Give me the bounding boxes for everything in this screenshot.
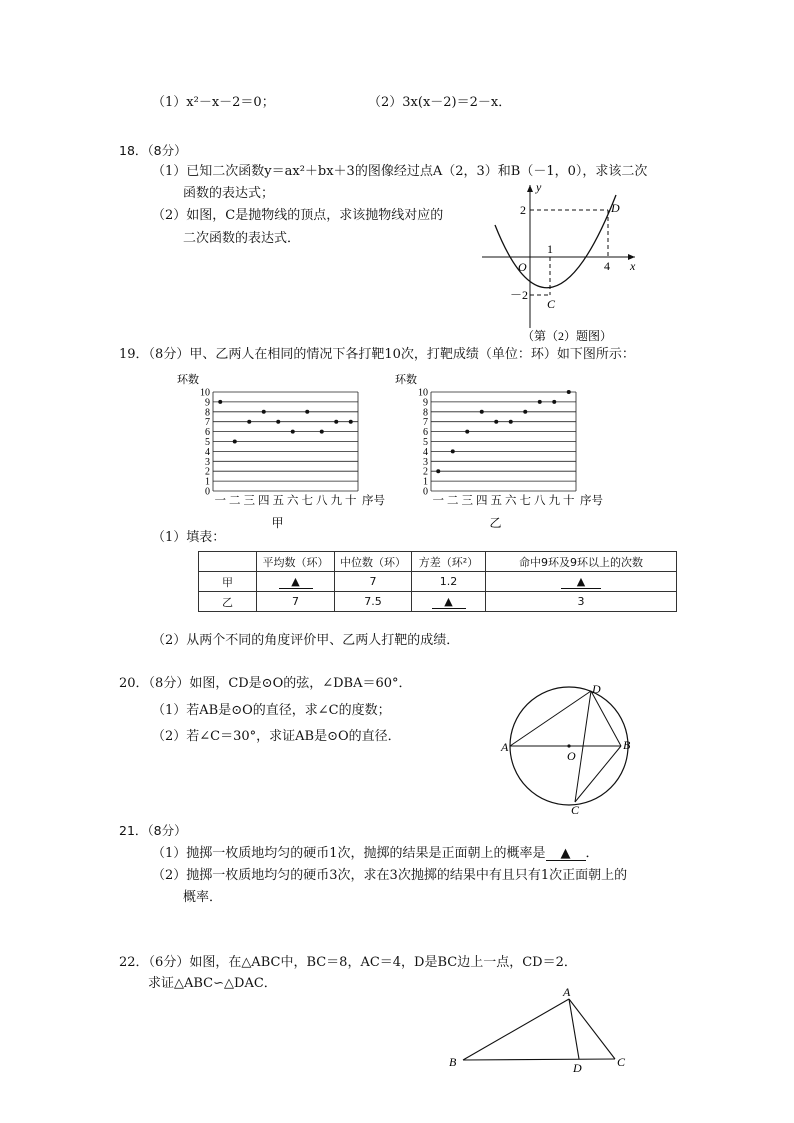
q17-part2: （2）3x(x－2)＝2－x． [368, 95, 512, 110]
fig18-tick-neg2: －2 [510, 288, 529, 302]
q18-header: 18．（8分） [119, 143, 187, 158]
score-table [198, 551, 677, 612]
fig18-point-c: C [547, 297, 556, 311]
x-tick-label: 九 [330, 495, 342, 507]
table-cell: 7 [335, 572, 412, 592]
data-point [262, 410, 266, 414]
y-tick-label: 5 [423, 437, 428, 448]
x-tick-label: 六 [287, 495, 299, 507]
y-tick-label: 0 [423, 486, 428, 498]
fig18-tick-4: 4 [604, 259, 610, 273]
chart-title: 乙 [489, 516, 502, 530]
y-tick-label: 9 [205, 397, 210, 409]
x-tick-label: 七 [519, 495, 531, 507]
y-tick-label: 9 [423, 397, 428, 409]
data-point [567, 390, 571, 394]
table-header-cell [199, 552, 257, 572]
y-tick-label: 3 [423, 456, 428, 468]
answer-blank[interactable]: ▲ [561, 575, 601, 589]
x-tick-label: 五 [490, 495, 502, 507]
q18-part1-line2: 函数的表达式； [183, 186, 275, 201]
fig22-point-c: C [617, 1055, 626, 1069]
x-tick-label: 十 [345, 495, 357, 507]
answer-blank[interactable]: ▲ [432, 595, 466, 609]
q20-part1: （1）若AB是⊙O的直径，求∠C的度数； [152, 703, 391, 718]
q21-part1 [152, 846, 599, 862]
data-point [320, 430, 324, 434]
y-tick-label: 7 [423, 417, 428, 429]
table-header-row [199, 552, 677, 572]
table-header-cell: 命中9环及9环以上的次数 [486, 552, 677, 572]
x-tick-label: 八 [316, 495, 328, 507]
table-cell: 7.5 [335, 592, 412, 612]
table-cell: 7 [257, 592, 335, 612]
axis-title-y: 环数 [177, 374, 199, 386]
table-cell: 3 [486, 592, 677, 612]
fig18-x-label: x [630, 259, 636, 273]
x-tick-label: 十 [563, 495, 575, 507]
x-tick-label: 九 [548, 495, 560, 507]
y-tick-label: 2 [423, 466, 428, 478]
x-tick-label: 四 [476, 495, 488, 507]
x-tick-label: 六 [505, 495, 517, 507]
table-row [199, 572, 677, 592]
y-tick-label: 1 [205, 476, 210, 488]
x-tick-label: 三 [243, 495, 255, 507]
answer-blank[interactable]: ▲ [546, 847, 586, 861]
axis-title-x: 序号 [362, 495, 385, 507]
x-tick-label: 八 [534, 495, 546, 507]
x-tick-label: 四 [258, 495, 270, 507]
triangle-figure [445, 985, 635, 1075]
q22-line2: 求证△ABC∽△DAC． [148, 976, 277, 991]
data-point [436, 469, 440, 473]
fig18-origin: O [518, 260, 527, 274]
data-point [552, 400, 556, 404]
chart-yi [388, 368, 618, 533]
y-tick-label: 7 [205, 417, 210, 429]
y-tick-label: 10 [200, 387, 210, 399]
y-tick-label: 1 [423, 476, 428, 488]
x-tick-label: 一 [214, 495, 226, 507]
fig18-y-label: y [536, 180, 542, 194]
x-tick-label: 二 [447, 495, 459, 507]
chart-jia [170, 368, 385, 533]
fig18-tick-2: 2 [520, 203, 526, 217]
y-tick-label: 3 [205, 456, 210, 468]
data-point [523, 410, 527, 414]
y-tick-label: 10 [418, 387, 428, 399]
table-cell: 甲 [199, 572, 257, 592]
y-tick-label: 2 [205, 466, 210, 478]
q21-part1-text: （1）抛掷一枚质地均匀的硬币1次，抛掷的结果是正面朝上的概率是 [152, 846, 546, 861]
fig20-point-d: D [592, 682, 601, 696]
q21-part1-end: ． [585, 846, 599, 861]
data-point [276, 420, 280, 424]
fig22-point-b: B [449, 1055, 457, 1069]
data-point [305, 410, 309, 414]
table-cell [257, 572, 335, 592]
x-tick-label: 三 [461, 495, 473, 507]
answer-blank[interactable]: ▲ [279, 575, 313, 589]
data-point [465, 430, 469, 434]
data-point [509, 420, 513, 424]
data-point [538, 400, 542, 404]
q17-part1: （1）x²－x－2＝0； [152, 95, 275, 110]
y-tick-label: 4 [423, 446, 428, 458]
table-header-cell: 平均数（环） [257, 552, 335, 572]
data-point [480, 410, 484, 414]
circle-figure [495, 678, 645, 818]
axis-title-x: 序号 [580, 495, 603, 507]
q19-header: 19．（8分）甲、乙两人在相同的情况下各打靶10次，打靶成绩（单位：环）如下图所示： [119, 347, 635, 362]
table-cell: 1.2 [412, 572, 486, 592]
table-row [199, 592, 677, 612]
table-cell [412, 592, 486, 612]
q22-header: 22．（6分）如图，在△ABC中，BC＝8，AC＝4，D是BC边上一点，CD＝2． [119, 955, 577, 970]
fig18-tick-1: 1 [547, 242, 553, 256]
fig18-point-d: D [611, 201, 620, 215]
fig20-point-c: C [571, 803, 580, 817]
axis-title-y: 环数 [395, 374, 417, 386]
y-tick-label: 8 [423, 407, 428, 419]
chart-title: 甲 [271, 516, 284, 530]
y-tick-label: 8 [205, 407, 210, 419]
y-tick-label: 5 [205, 437, 210, 448]
data-point [349, 420, 353, 424]
fig18-caption: （第（2）题图） [522, 329, 613, 343]
q21-part2-line2: 概率． [183, 890, 223, 905]
table-header-cell: 方差（环²） [412, 552, 486, 572]
data-point [334, 420, 338, 424]
q20-header: 20．（8分）如图，CD是⊙O的弦，∠DBA＝60°． [119, 676, 412, 691]
q19-part2: （2）从两个不同的角度评价甲、乙两人打靶的成绩． [152, 633, 460, 648]
parabola-figure [480, 180, 650, 345]
table-cell: 乙 [199, 592, 257, 612]
q18-part2-line1: （2）如图，C是抛物线的顶点，求该抛物线对应的 [152, 208, 444, 223]
data-point [451, 449, 455, 453]
q18-part2-line2: 二次函数的表达式． [183, 231, 301, 246]
y-tick-label: 6 [205, 427, 210, 439]
table-header-cell: 中位数（环） [335, 552, 412, 572]
x-tick-label: 五 [272, 495, 284, 507]
data-point [247, 420, 251, 424]
fig20-point-b: B [623, 738, 631, 752]
y-tick-label: 4 [205, 446, 210, 458]
table-cell [486, 572, 677, 592]
x-tick-label: 七 [301, 495, 313, 507]
fig20-center-o: O [567, 749, 576, 763]
fig22-point-a: A [563, 985, 571, 999]
y-tick-label: 0 [205, 486, 210, 498]
q19-fill-label: （1）填表： [152, 530, 226, 545]
y-tick-label: 6 [423, 427, 428, 439]
q21-part2-line1: （2）抛掷一枚质地均匀的硬币3次，求在3次抛掷的结果中有且只有1次正面朝上的 [152, 868, 628, 883]
q18-part1-line1: （1）已知二次函数y＝ax²＋bx＋3的图像经过点A（2，3）和B（－1，0），求该二次 [152, 164, 648, 179]
x-tick-label: 二 [229, 495, 241, 507]
q20-part2: （2）若∠C＝30°，求证AB是⊙O的直径． [152, 729, 401, 744]
data-point [291, 430, 295, 434]
data-point [233, 440, 237, 444]
q21-header: 21．（8分） [119, 823, 187, 838]
data-point [218, 400, 222, 404]
fig20-point-a: A [501, 740, 509, 754]
fig22-point-d: D [573, 1061, 582, 1075]
data-point [494, 420, 498, 424]
x-tick-label: 一 [432, 495, 444, 507]
